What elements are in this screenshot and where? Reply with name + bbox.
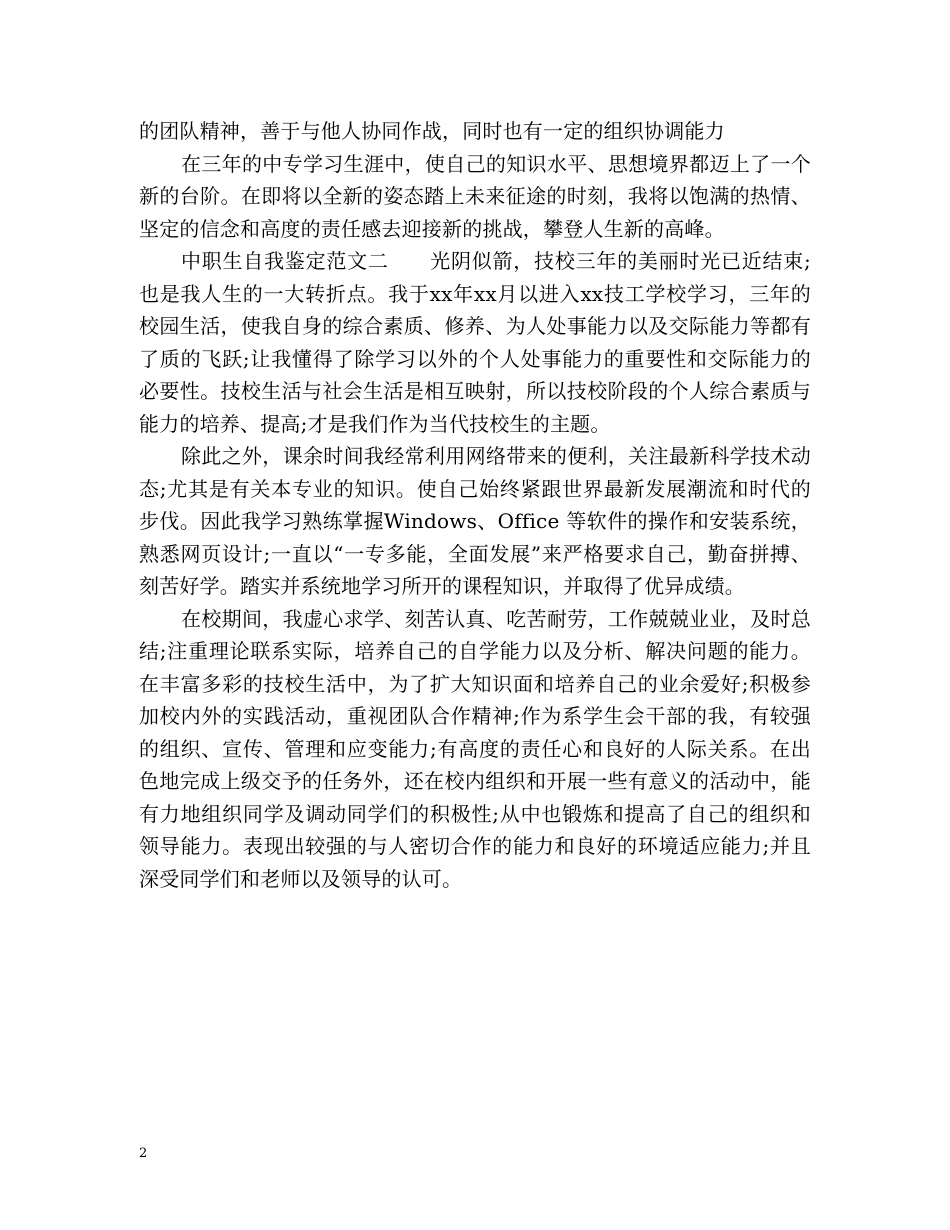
paragraph-1: 的团队精神，善于与他人协同作战，同时也有一定的组织协调能力 [139,119,725,143]
page-number: 2 [139,1146,148,1161]
paragraph-5: 在校期间，我虚心求学、刻苦认真、吃苦耐劳，工作兢兢业业，及时总结;注重理论联系实际，培养自己的自学能力以及分析、解决问题的能力。在丰富多彩的技校生活中，为了扩大知识面和培养自己的业余爱好;积极参加校内外的实践活动，重视团队合作精神;作为系学生会干部的我，有较强的组织、宣传、管理和应变能力;有高度的责任心和良好的人际关系。在出色地完成上级交予的任务外，还在校内组织和开展一些有意义的活动中，能有力地组织同学及调动同学们的积极性;从中也锻炼和提高了自己的组织和领导能力。表现出较强的与人密切合作的能力和良好的环境适应能力;并且深受同学们和老师以及领导的认可。 [139,606,811,891]
paragraph-4: 除此之外，课余时间我经常利用网络带来的便利，关注最新科学技术动态;尤其是有关本专业的知识。使自己始终紧跟世界最新发展潮流和时代的步伐。因此我学习熟练掌握Windows、Office 等软件的操作和安装系统，熟悉网页设计;一直以“一专多能，全面发展”来严格要求自己，勤奋拼搏、刻苦好学。踏实并系统地学习所开的课程知识，并取得了优异成绩。 [139,444,811,598]
document-body [139,115,811,895]
paragraph-2: 在三年的中专学习生涯中，使自己的知识水平、思想境界都迈上了一个新的台阶。在即将以全新的姿态踏上未来征途的时刻，我将以饱满的热情、坚定的信念和高度的责任感去迎接新的挑战，攀登人生新的高峰。 [139,151,811,241]
paragraph-3: 中职生自我鉴定范文二 光阴似箭，技校三年的美丽时光已近结束;也是我人生的一大转折点。我于xx年xx月以进入xx技工学校学习，三年的校园生活，使我自身的综合素质、修养、为人处事能力以及交际能力等都有了质的飞跃;让我懂得了除学习以外的个人处事能力的重要性和交际能力的必要性。技校生活与社会生活是相互映射，所以技校阶段的个人综合素质与能力的培养、提高;才是我们作为当代技校生的主题。 [139,249,811,436]
